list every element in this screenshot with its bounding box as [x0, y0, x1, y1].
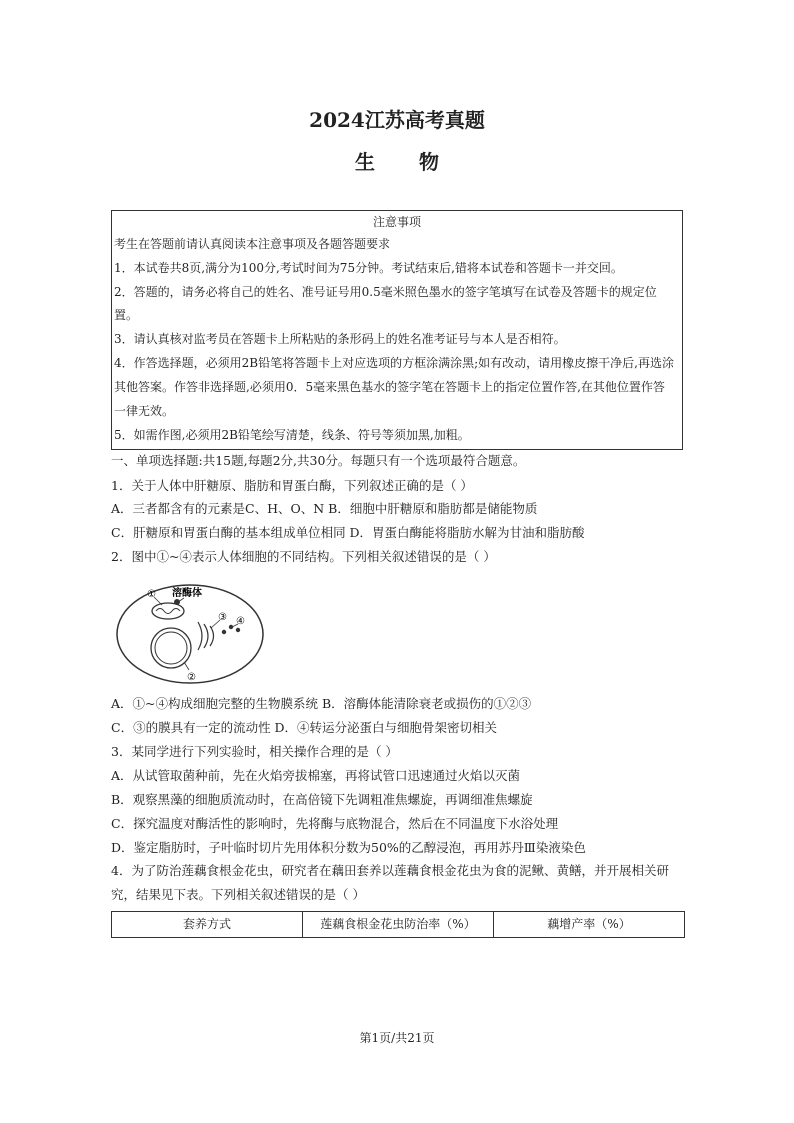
- golgi-stack-1: [198, 622, 202, 650]
- notice-line: 其他答案。作答非选择题,必须用0．5毫来黑色基水的签字笔在答题卡上的指定位置作答,在其他位置作答: [114, 380, 665, 394]
- vesicle-dot: [236, 628, 240, 632]
- notice-line: 一律无效。: [114, 404, 175, 418]
- lysosome-dot: [174, 599, 180, 605]
- golgi-stack-3: [210, 626, 214, 646]
- golgi-stack-2: [204, 624, 208, 648]
- notice-line: 考生在答题前请认真阅读本注意事项及各题答题要求: [114, 237, 391, 251]
- nucleus-shape: [151, 628, 191, 668]
- notice-box: [111, 210, 683, 450]
- question-3-option-d: D．鉴定脂肪时，子叶临时切片先用体积分数为50%的乙醇浸泡，再用苏丹Ⅲ染液染色: [111, 840, 586, 855]
- notice-line: 1．本试卷共8页,满分为100分,考试时间为75分钟。考试结束后,错将本试卷和答题卡一并交回。: [114, 261, 623, 275]
- notice-line: 3．请认真核对监考员在答题卡上所粘贴的条形码上的姓名准考证号与本人是否相符。: [114, 332, 566, 346]
- mitochondrion-shape: [152, 603, 184, 619]
- cell-membrane-outline: [117, 585, 263, 683]
- question-1-options-cd: C．肝糖原和胃蛋白酶的基本组成单位相同 D．胃蛋白酶能将脂肪水解为甘油和脂肪酸: [111, 525, 585, 540]
- label-4: ④: [236, 616, 245, 627]
- subject-char-1: 生: [355, 150, 375, 174]
- table-header-cell: 藕增产率（%）: [547, 917, 631, 931]
- label-lysosome: 溶酶体: [172, 588, 202, 599]
- results-table-header: [111, 911, 685, 938]
- question-1-stem: 1．关于人体中肝糖原、脂肪和胃蛋白酶，下列叙述正确的是（ ）: [111, 478, 473, 493]
- notice-line: 置。: [114, 308, 139, 322]
- notice-heading: 注意事项: [372, 215, 421, 229]
- label-2: ②: [187, 672, 196, 683]
- label-1: ①: [147, 589, 156, 600]
- mitochondrion-cristae: [156, 609, 180, 614]
- question-3-option-b: B．观察黑藻的细胞质流动时，在高倍镜下先调粗准焦螺旋，再调细准焦螺旋: [111, 792, 533, 807]
- label-leader-2: [184, 662, 189, 670]
- question-2-options-ab: A．①~④构成细胞完整的生物膜系统 B．溶酶体能清除衰老或损伤的①②③: [111, 696, 532, 711]
- nucleus-inner-shape: [155, 632, 187, 664]
- notice-line: 2．答题的，请务必将自己的姓名、准号证号用0.5毫米照色墨水的签字笔填写在试卷及答题卡的规定位: [114, 285, 657, 299]
- question-2-stem: 2．图中①~④表示人体细胞的不同结构。下列相关叙述错误的是（ ）: [111, 549, 496, 564]
- label-3: ③: [218, 612, 227, 623]
- cell-structure-figure: [114, 582, 266, 686]
- table-header-cell: 莲藕食根金花虫防治率（%）: [303, 912, 494, 937]
- vesicle-dot: [222, 630, 226, 634]
- subject-title: [0, 146, 794, 175]
- question-3-stem: 3．某同学进行下列实验时，相关操作合理的是（ ）: [111, 744, 398, 759]
- question-4-stem: 4．为了防治莲藕食根金花虫，研究者在藕田套养以莲藕食根金花虫为食的泥鳅、黄鳝，并开展相关研究，结果见下表。下列相关叙述错误的是（ ）: [111, 863, 669, 902]
- question-3-option-a: A．从试管取菌种前，先在火焰旁拔棉塞，再将试管口迅速通过火焰以灭菌: [111, 768, 521, 783]
- question-2-options-cd: C．③的膜具有一定的流动性 D．④转运分泌蛋白与细胞骨架密切相关: [111, 720, 498, 735]
- subject-char-2: 物: [419, 150, 439, 174]
- question-1-options-ab: A．三者都含有的元素是C、H、O、N B．细胞中肝糖原和脂肪都是储能物质: [111, 501, 538, 516]
- question-3-option-c: C．探究温度对酶活性的影响时，先将酶与底物混合，然后在不同温度下水浴处理: [111, 816, 559, 831]
- table-header-cell: 套养方式: [112, 912, 303, 937]
- page-footer: 第1页/共21页: [359, 1031, 435, 1045]
- notice-line: 5．如需作图,必须用2B铅笔绘写清楚，线条、符号等须加黑,加粗。: [114, 428, 470, 442]
- document-title: 2024江苏高考真题: [309, 108, 485, 132]
- notice-line: 4．作答选择题，必须用2B铅笔将答题卡上对应选项的方框涂满涂黑;如有改动，请用橡皮擦干净后,再选涂: [114, 356, 674, 370]
- section-heading: 一、单项选择题:共15题,每题2分,共30分。每题只有一个选项最符合题意。: [111, 453, 526, 468]
